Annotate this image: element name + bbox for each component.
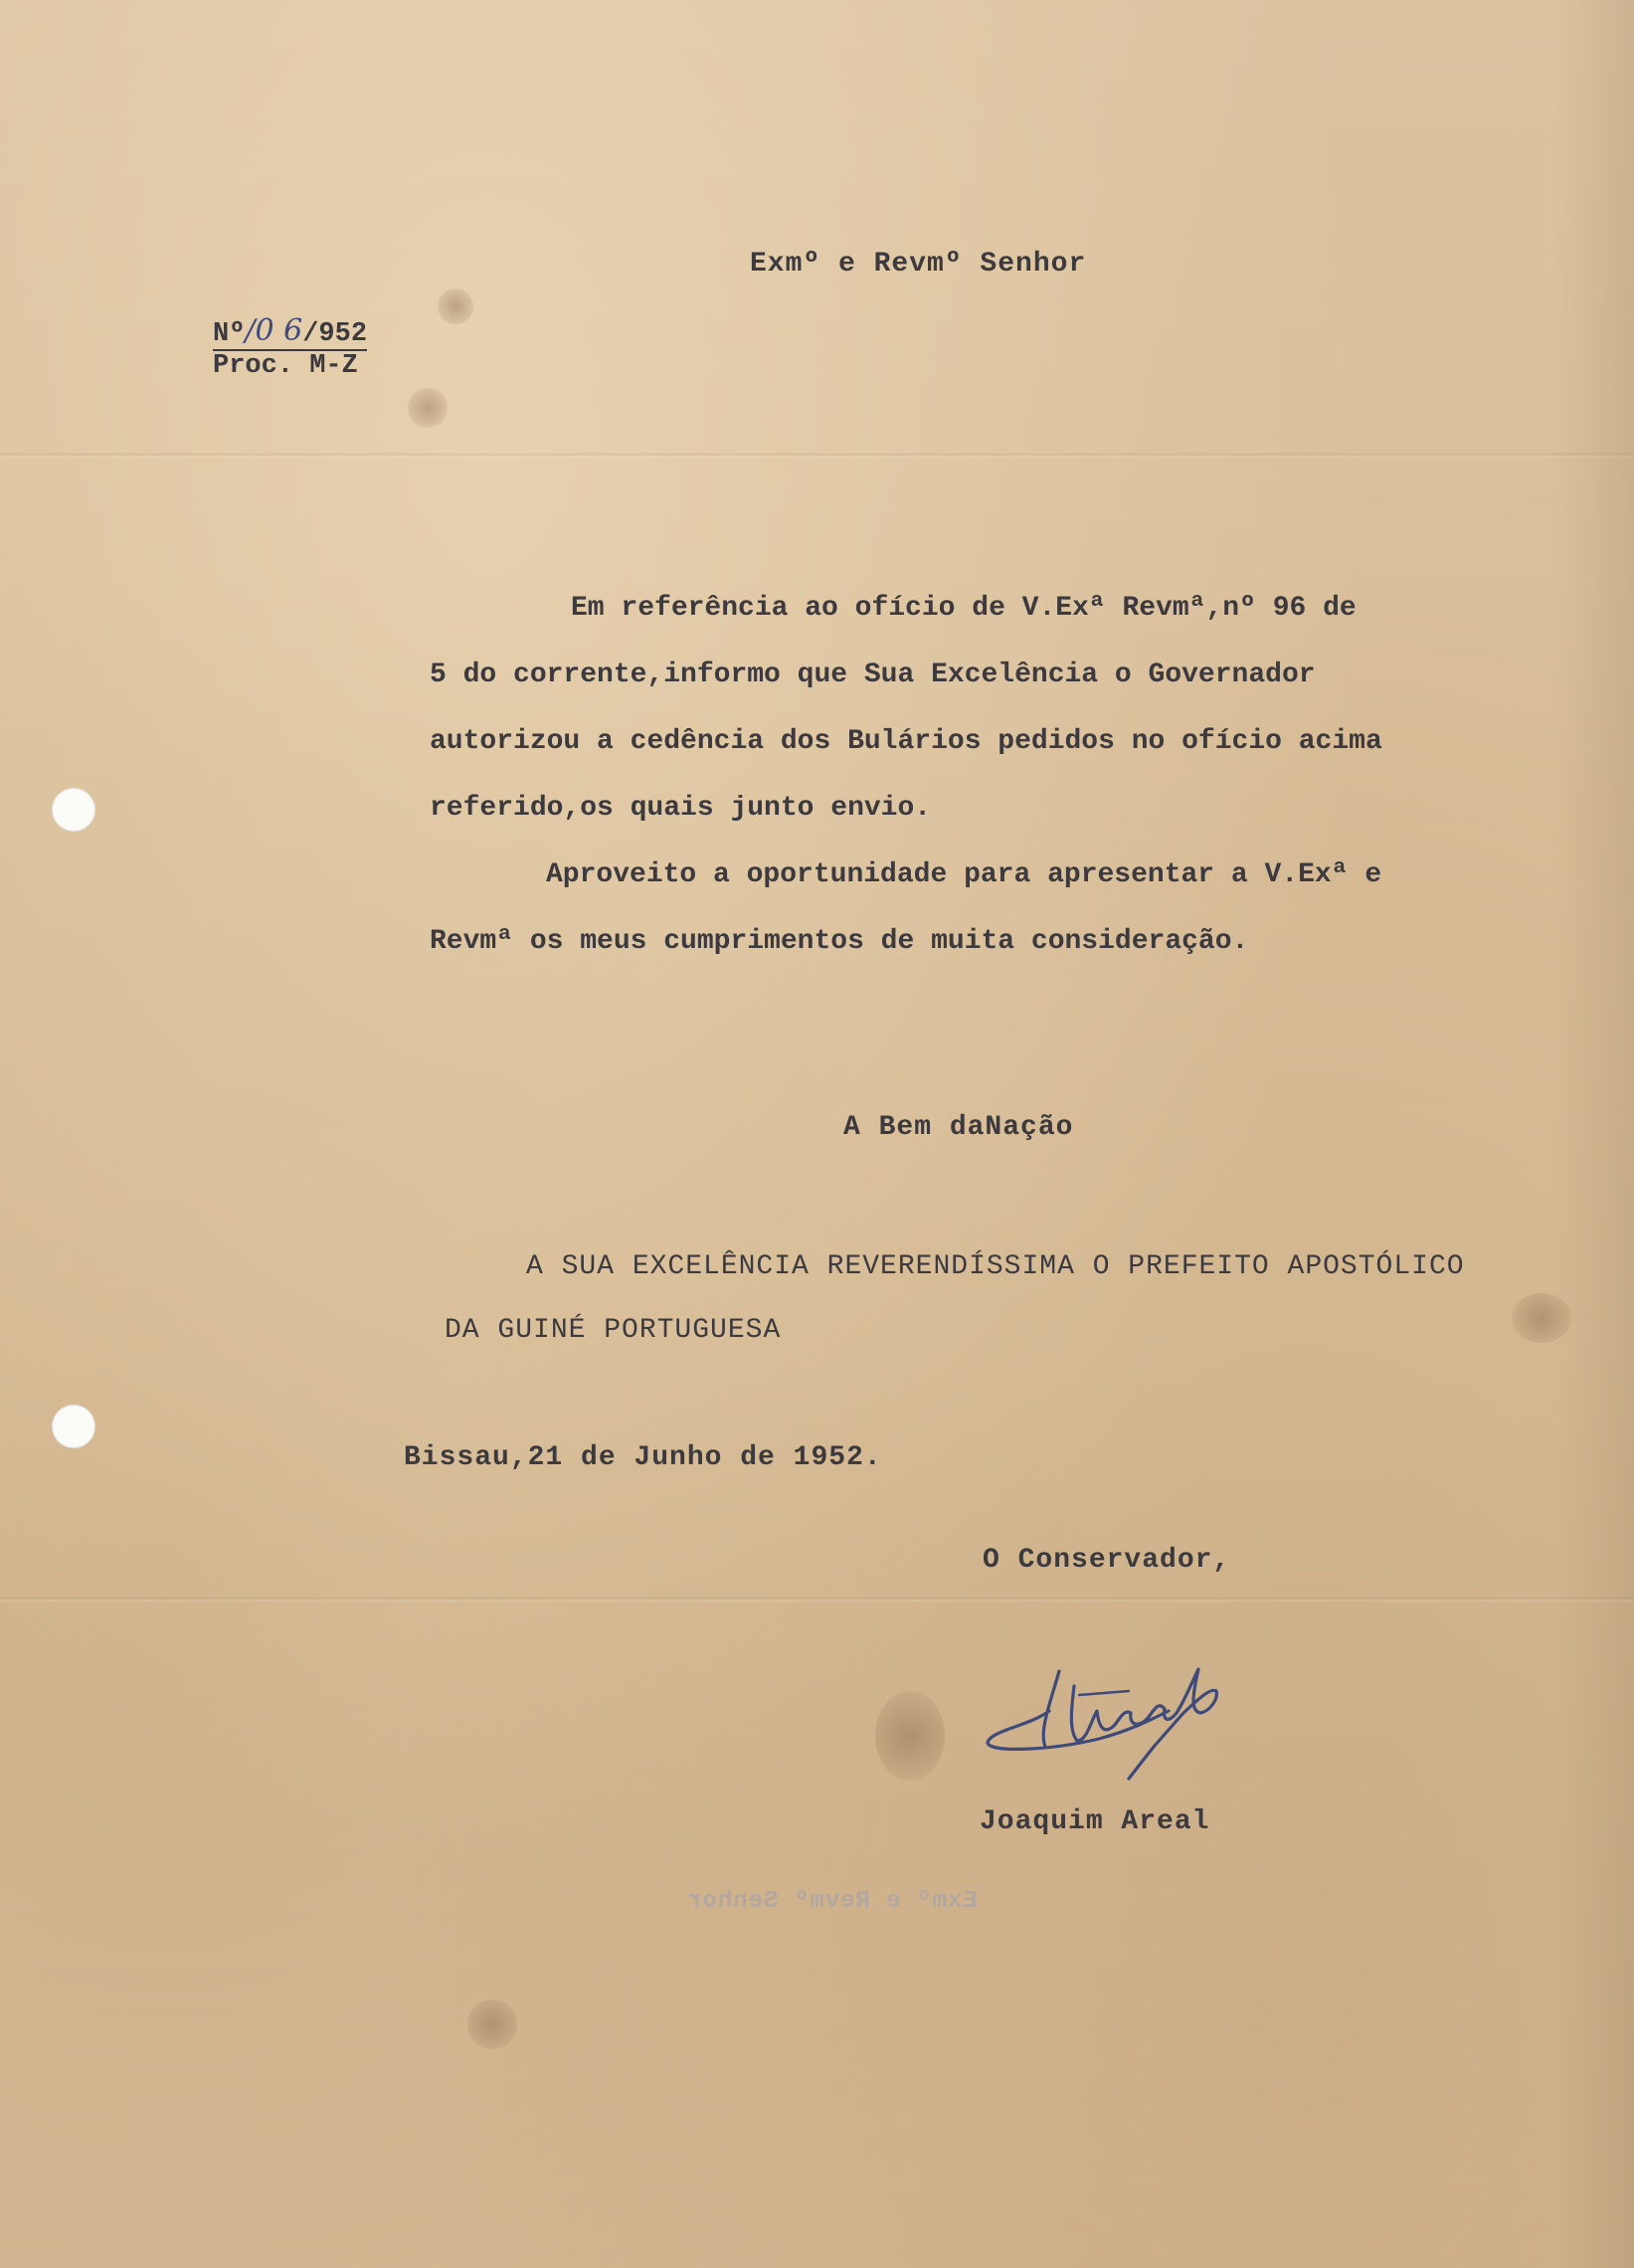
signer-title: O Conservador, (983, 1545, 1231, 1576)
page-edge-shadow (1554, 0, 1634, 2268)
stain (1512, 1293, 1571, 1343)
reference-number-handwritten: /0 6 (245, 313, 303, 348)
body-line: 5 do corrente,informo que Sua Excelência o Governador (430, 660, 1316, 690)
process-reference: Proc. M-Z (213, 351, 358, 381)
stain (408, 388, 448, 428)
body-line: Revmª os meus cumprimentos de muita consideração. (430, 926, 1249, 957)
stain (467, 1999, 517, 2049)
paper-fold (0, 453, 1634, 459)
salutation: Exmº e Revmº Senhor (750, 249, 1087, 280)
body-line: referido,os quais junto envio. (430, 793, 932, 824)
handwritten-signature (980, 1651, 1288, 1800)
body-line: Aproveito a oportunidade para apresentar a V.Exª e (546, 859, 1382, 890)
signer-name: Joaquim Areal (980, 1806, 1210, 1837)
body-line: autorizou a cedência dos Bulários pedidos no ofício acima (430, 726, 1382, 757)
reference-number (213, 313, 368, 351)
stain (438, 288, 473, 324)
reference-block (213, 313, 368, 381)
addressee-line: A SUA EXCELÊNCIA REVERENDÍSSIMA O PREFEITO APOSTÓLICO (526, 1251, 1465, 1282)
date-line: Bissau,21 de Junho de 1952. (404, 1442, 882, 1473)
closing-motto: A Bem daNação (843, 1112, 1074, 1143)
offset-impression: Exmº e Revmº Senhor (686, 1888, 978, 1915)
letter-body (430, 575, 1573, 975)
reference-number-prefix: Nº (213, 319, 246, 349)
stain (875, 1691, 945, 1781)
punch-hole (52, 788, 95, 832)
addressee-line: DA GUINÉ PORTUGUESA (445, 1315, 782, 1346)
addressee-block (445, 1235, 1465, 1363)
paper-fold (0, 1597, 1634, 1603)
body-line: Em referência ao ofício de V.Exª Revmª,nº 96 de (571, 593, 1357, 624)
reference-number-year: /952 (302, 319, 368, 349)
punch-hole (52, 1405, 95, 1448)
